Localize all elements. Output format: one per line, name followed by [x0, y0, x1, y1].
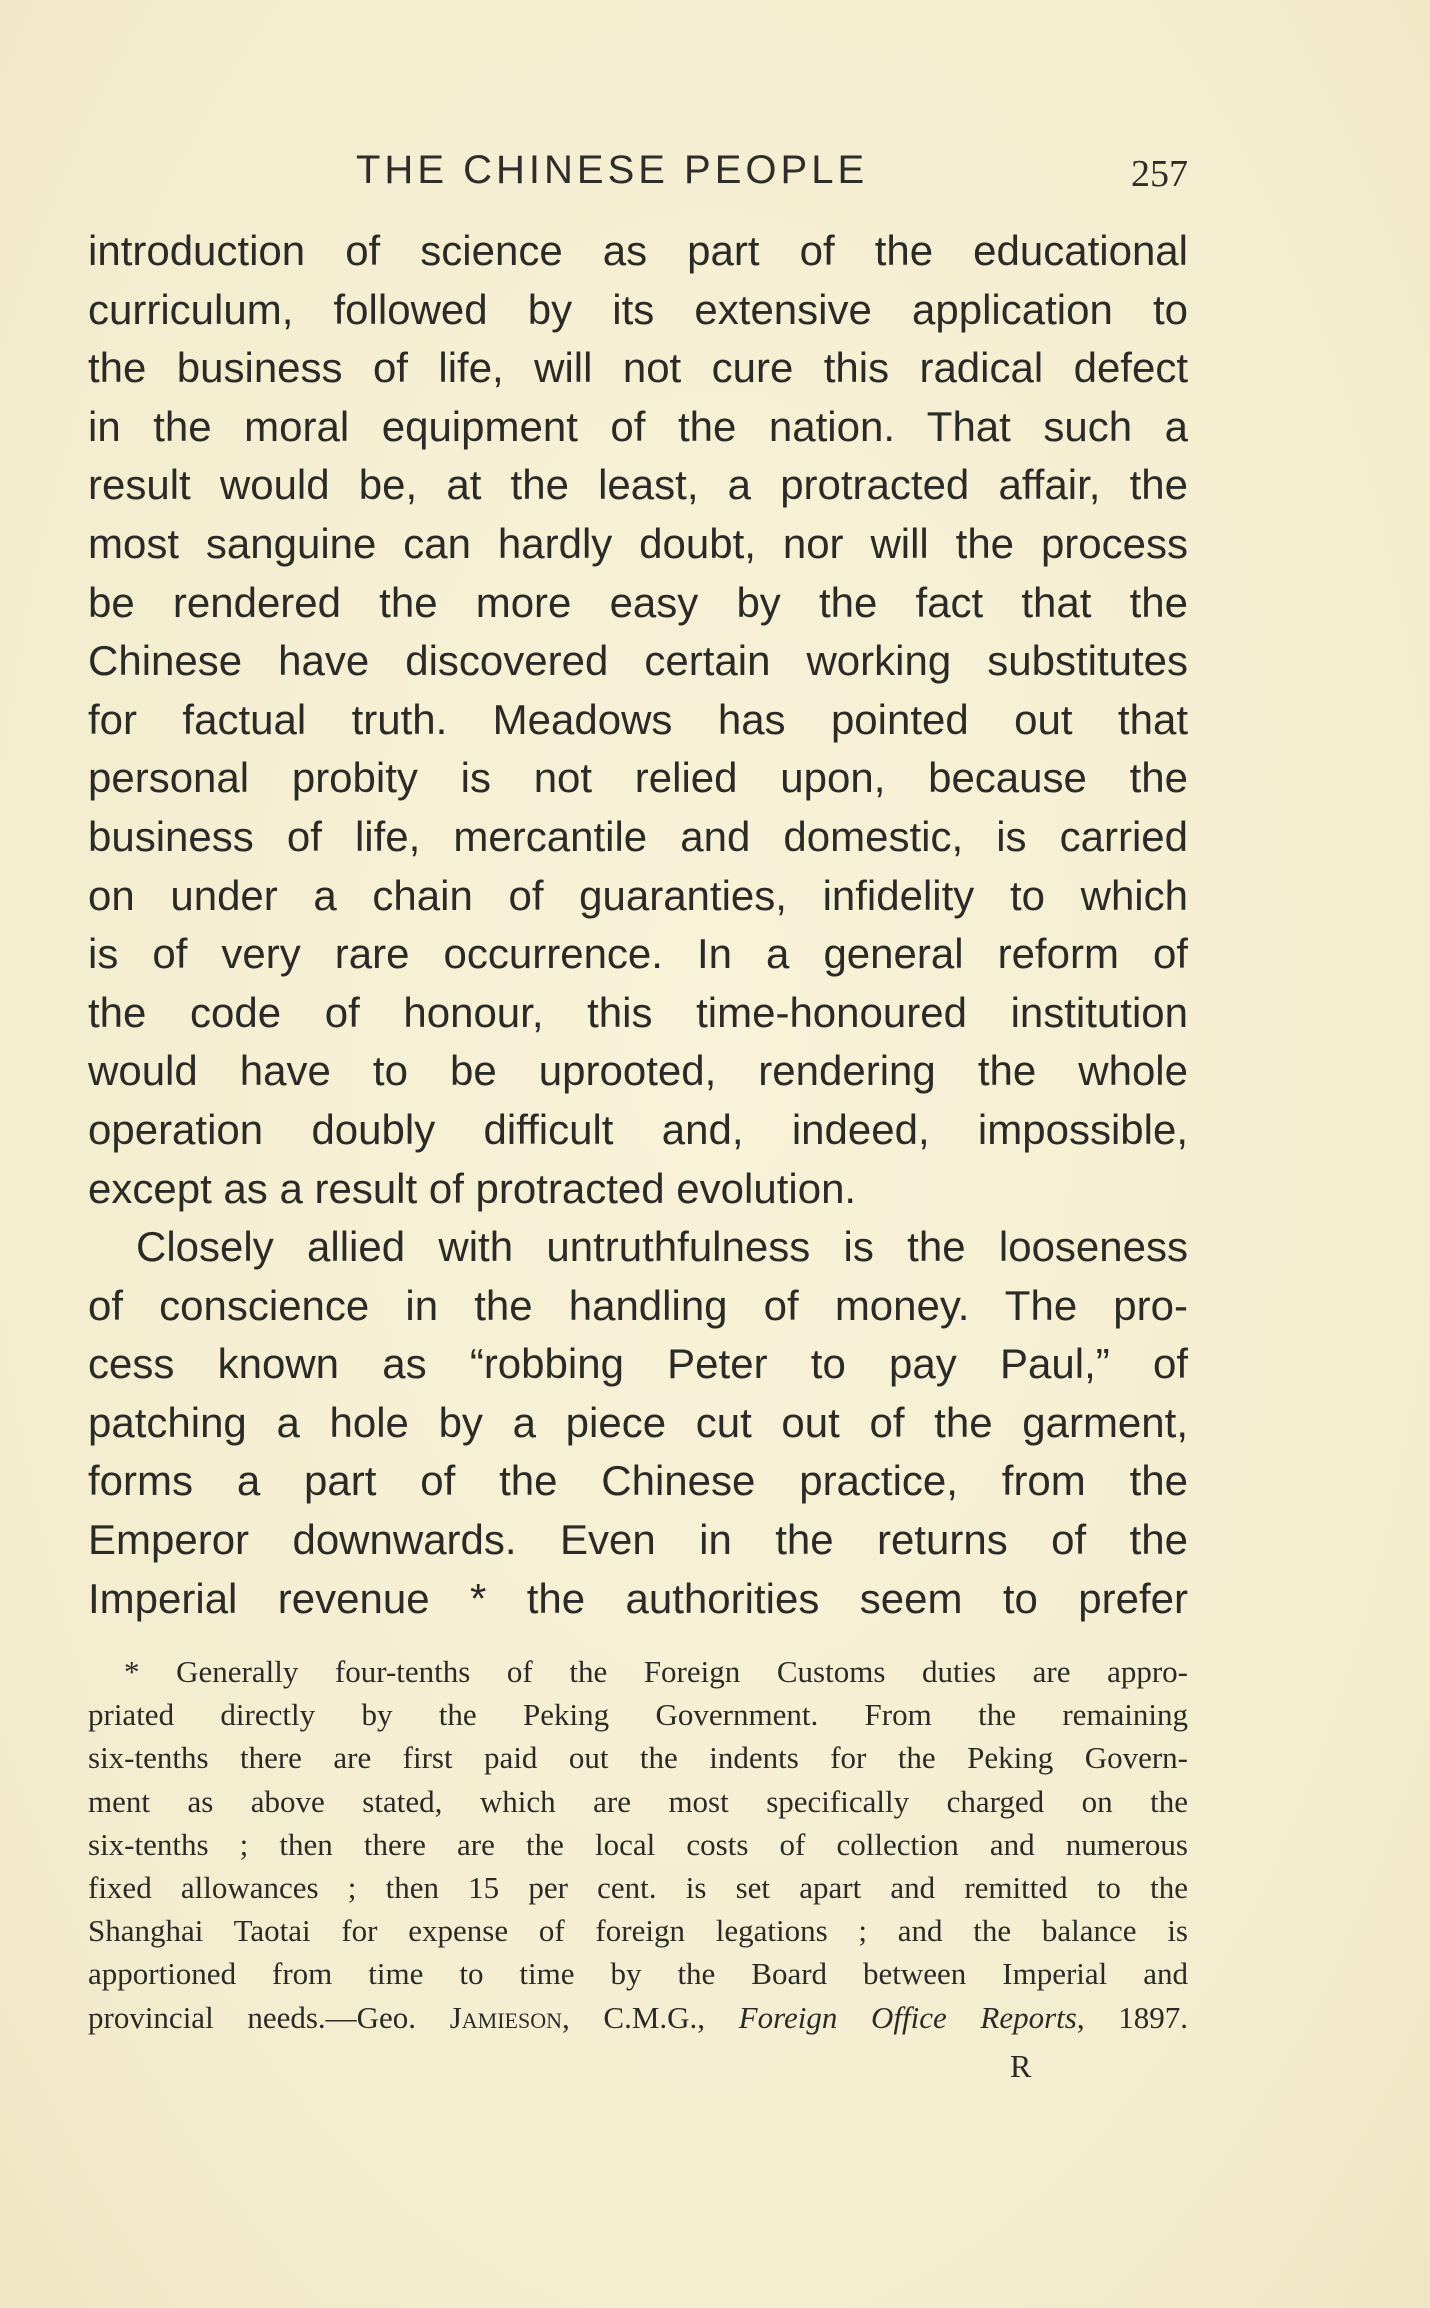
text-line: is of very rare occurrence. In a general reform of: [88, 930, 1188, 978]
footnote-line: priated directly by the Peking Government. From the remaining: [88, 1697, 1188, 1733]
text-line: forms a part of the Chinese practice, from the: [88, 1457, 1188, 1505]
text-line: curriculum, followed by its extensive application to: [88, 285, 1188, 333]
running-head: THE CHINESE PEOPLE: [356, 148, 869, 192]
footnote-line: * Generally four-tenths of the Foreign Customs duties are appro-: [124, 1654, 1188, 1689]
text-line: introduction of science as part of the educational: [88, 227, 1188, 274]
citation-prefix: provincial needs.—Geo.: [88, 1999, 450, 2035]
paragraph-1: [88, 222, 1188, 1218]
text-line: on under a chain of guaranties, infidelity to which: [88, 871, 1188, 919]
text-line: result would be, at the least, a protracted affair, the: [88, 461, 1188, 509]
citation-year: , 1897.: [1076, 1999, 1188, 2035]
text-line: of conscience in the handling of money. The pro-: [88, 1281, 1188, 1329]
citation-author: Jamieson: [449, 1999, 562, 2035]
footnote-line: apportioned from time to time by the Board between Imperial and: [88, 1956, 1188, 1992]
page-header: [88, 148, 1188, 198]
text-line: business of life, mercantile and domestic, is carried: [88, 812, 1188, 860]
text-line: Imperial revenue * the authorities seem to prefer: [88, 1574, 1188, 1622]
footnote-line: fixed allowances ; then 15 per cent. is set apart and remitted to the: [88, 1869, 1188, 1905]
paragraph-2: [88, 1218, 1188, 1628]
text-line: Closely allied with untruthfulness is the looseness: [136, 1223, 1188, 1271]
page-number: 257: [1131, 153, 1188, 195]
text-line: in the moral equipment of the nation. That such a: [88, 402, 1188, 450]
text-line: Chinese have discovered certain working substitutes: [88, 637, 1188, 685]
text-line: for factual truth. Meadows has pointed out that: [88, 695, 1188, 743]
footnote-line: six-tenths there are first paid out the indents for the Peking Govern-: [88, 1740, 1188, 1776]
footnote-line: six-tenths ; then there are the local costs of collection and numerous: [88, 1826, 1188, 1862]
text-line: operation doubly difficult and, indeed, impossible,: [88, 1105, 1188, 1153]
footnote-line: ment as above stated, which are most specifically charged on the: [88, 1783, 1188, 1819]
text-line: patching a hole by a piece cut out of the garment,: [88, 1398, 1188, 1446]
text-line: be rendered the more easy by the fact that the: [88, 578, 1188, 626]
text-line: would have to be uprooted, rendering the whole: [88, 1047, 1188, 1095]
footnote-citation-line: [88, 1996, 1188, 2039]
footnote-line: Shanghai Taotai for expense of foreign legations ; and the balance is: [88, 1913, 1188, 1949]
text-line: the business of life, will not cure this radical defect: [88, 344, 1188, 392]
body-text: [88, 222, 1188, 1628]
citation-source: Foreign Office Reports: [738, 1999, 1077, 2035]
text-line: most sanguine can hardly doubt, nor will the process: [88, 519, 1188, 567]
text-line: except as a result of protracted evolution.: [88, 1164, 857, 1212]
signature-mark: R: [1010, 2048, 1032, 2084]
text-line: Emperor downwards. Even in the returns of the: [88, 1516, 1188, 1564]
text-line: personal probity is not relied upon, because the: [88, 754, 1188, 802]
citation-credentials: , C.M.G.,: [562, 1999, 739, 2035]
footnote: [88, 1650, 1188, 2039]
text-line: the code of honour, this time-honoured institution: [88, 988, 1188, 1036]
text-line: cess known as “robbing Peter to pay Paul,” of: [88, 1340, 1188, 1388]
